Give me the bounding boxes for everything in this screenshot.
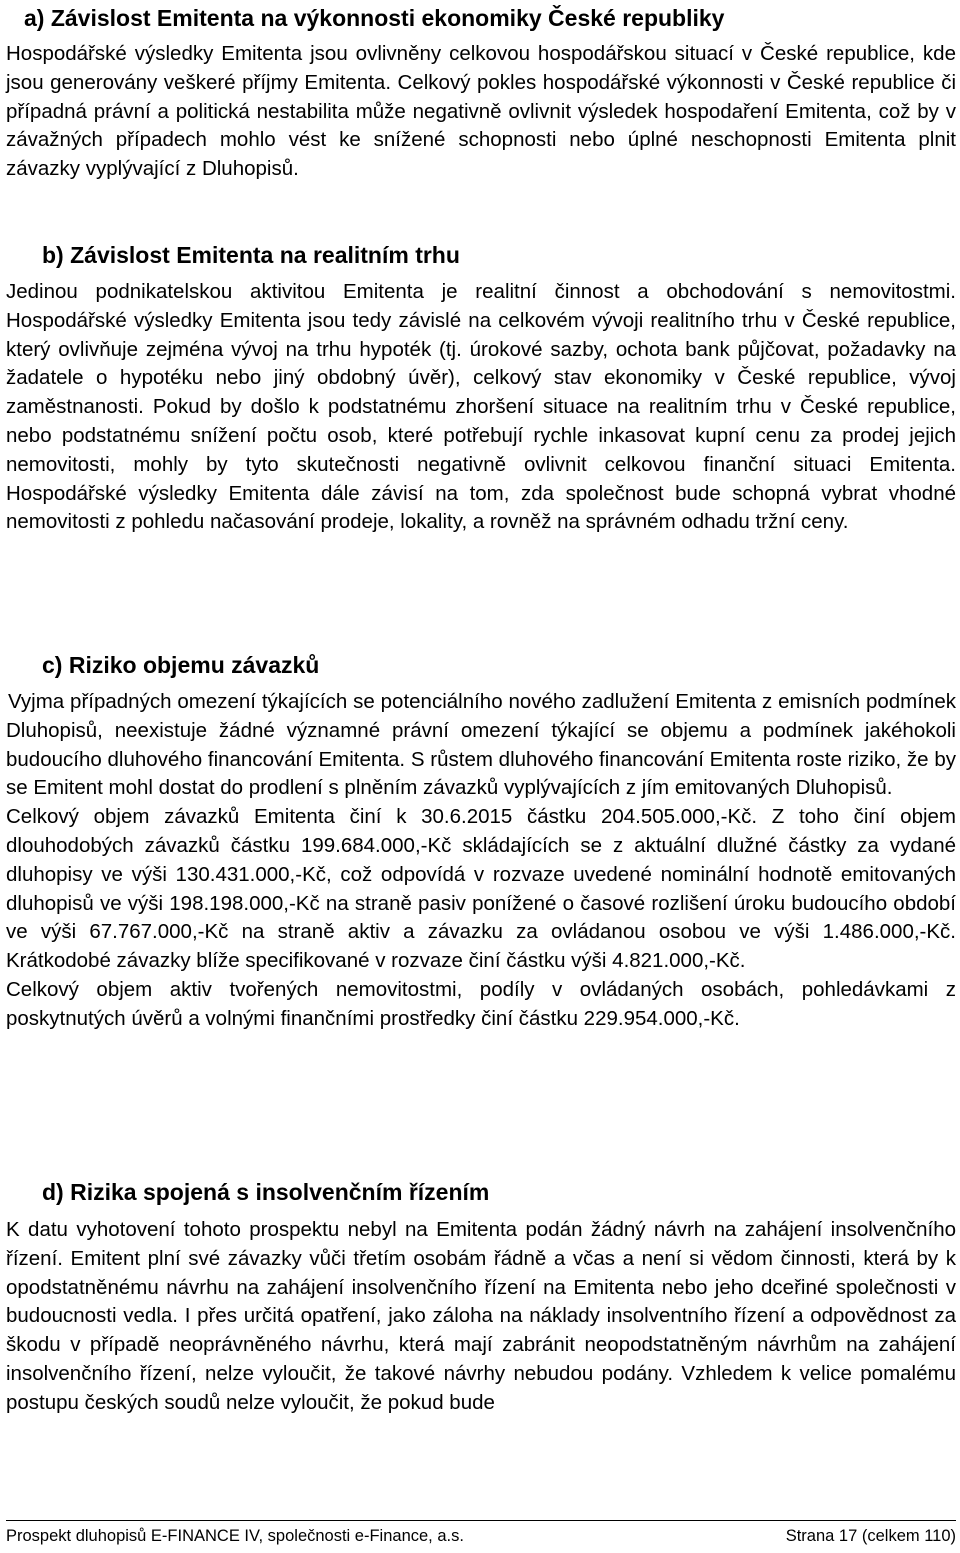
section-d-heading: d) Rizika spojená s insolvenčním řízením [42, 1179, 490, 1205]
section-c-paragraph-1: Vyjma případných omezení týkajících se potenciálního nového zadlužení Emitenta z emisních podmínek Dluhopisů, neexistuje žádné významné právní omezení týkající se objemu a podmínek jakéhokoli budoucího dluhového financování Emitenta. S růstem dluhového financování Emitenta roste riziko, že by se Emitent mohl dostat do prodlení s plněním závazků vyplývajících z jím emitovaných Dluhopisů. [6, 690, 956, 800]
footer-document-title: Prospekt dluhopisů E-FINANCE IV, společnosti e-Finance, a.s. [6, 1527, 464, 1545]
section-d-paragraph: K datu vyhotovení tohoto prospektu nebyl na Emitenta podán žádný návrh na zahájení insolvenčního řízení. Emitent plní své závazky vůči třetím osobám řádně a včas a není si vědom činnosti, která by k opodstatněnému návrhu na zahájení insolvenčního řízení na Emitenta nebo jeho dceřiné společnosti v budoucnosti vedla. I přes určitá opatření, jako záloha na náklady insolventního řízení a odpovědnost za škodu v případě neoprávněného návrhu, která mají zabránit neopodstatněným návrhům na zahájení insolvenčního řízení, nelze vyloučit, že takové návrhy nebudou podány. Vzhledem k velice pomalému postupu českých soudů nelze vyloučit, že pokud bude [6, 1218, 956, 1414]
section-b-paragraph: Jedinou podnikatelskou aktivitou Emitenta je realitní činnost a obchodování s nemovitostmi. Hospodářské výsledky Emitenta jsou tedy závislé na celkovém vývoji realitního trhu v České republice, který ovlivňuje zejména vývoj na trhu hypoték (tj. úrokové sazby, ochota bank půjčovat, požadavky na žadatele o hypotéku nebo jiný obdobný úvěr), celkový stav ekonomiky v České republice, vývoj zaměstnanosti. Pokud by došlo k podstatnému zhoršení situace na realitním trhu v České republice, nebo podstatnému snížení počtu osob, které potřebují rychle inkasovat kupní cenu za prodej jejich nemovitosti, mohly by tyto skutečnosti negativně ovlivnit celkovou finanční situaci Emitenta. Hospodářské výsledky Emitenta dále závisí na tom, zda společnost bude schopná vybrat vhodné nemovitosti z pohledu načasování prodeje, lokality, a rovněž na správném odhadu tržní ceny. [6, 280, 956, 534]
page-footer [6, 1520, 956, 1546]
section-c-body [6, 688, 956, 1034]
section-c-paragraph-2: Celkový objem závazků Emitenta činí k 30.6.2015 částku 204.505.000,-Kč. Z toho činí objem dlouhodobých závazků částku 199.684.000,-Kč skládajících se z aktuální dlužné částky za vydané dluhopisy ve výši 130.431.000,-Kč, což odpovídá v rozvaze uvedené nominální hodnotě emitovaných dluhopisů ve výši 198.198.000,-Kč na straně pasiv ponížené o časové rozlišení úroku budoucího období ve výši 67.767.000,-Kč na straně aktiv a závazku za ovládanou osobou ve výši 1.486.000,-Kč. Krátkodobé závazky blíže specifikované v rozvaze činí částku výši 4.821.000,-Kč. [6, 805, 956, 973]
section-a-paragraph: Hospodářské výsledky Emitenta jsou ovlivněny celkovou hospodářskou situací v České republice, kde jsou generovány veškeré příjmy Emitenta. Celkový pokles hospodářské výkonnosti v České republice či případná právní a politická nestabilita může negativně ovlivnit výsledek hospodaření Emitenta, což by v závažných případech mohlo vést ke snížené schopnosti nebo úplné neschopnosti Emitenta plnit závazky vyplývající z Dluhopisů. [6, 42, 956, 181]
section-c-paragraph-3: Celkový objem aktiv tvořených nemovitostmi, podíly v ovládaných osobách, pohledávkami z poskytnutých úvěrů a volnými finančními prostředky činí částku 229.954.000,-Kč. [6, 977, 956, 1030]
section-b-heading: b) Závislost Emitenta na realitním trhu [42, 242, 460, 268]
section-a-heading: a) Závislost Emitenta na výkonnosti ekonomiky České republiky [24, 5, 725, 31]
section-c-heading: c) Riziko objemu závazků [42, 652, 320, 678]
footer-page-number: Strana 17 (celkem 110) [785, 1527, 956, 1545]
